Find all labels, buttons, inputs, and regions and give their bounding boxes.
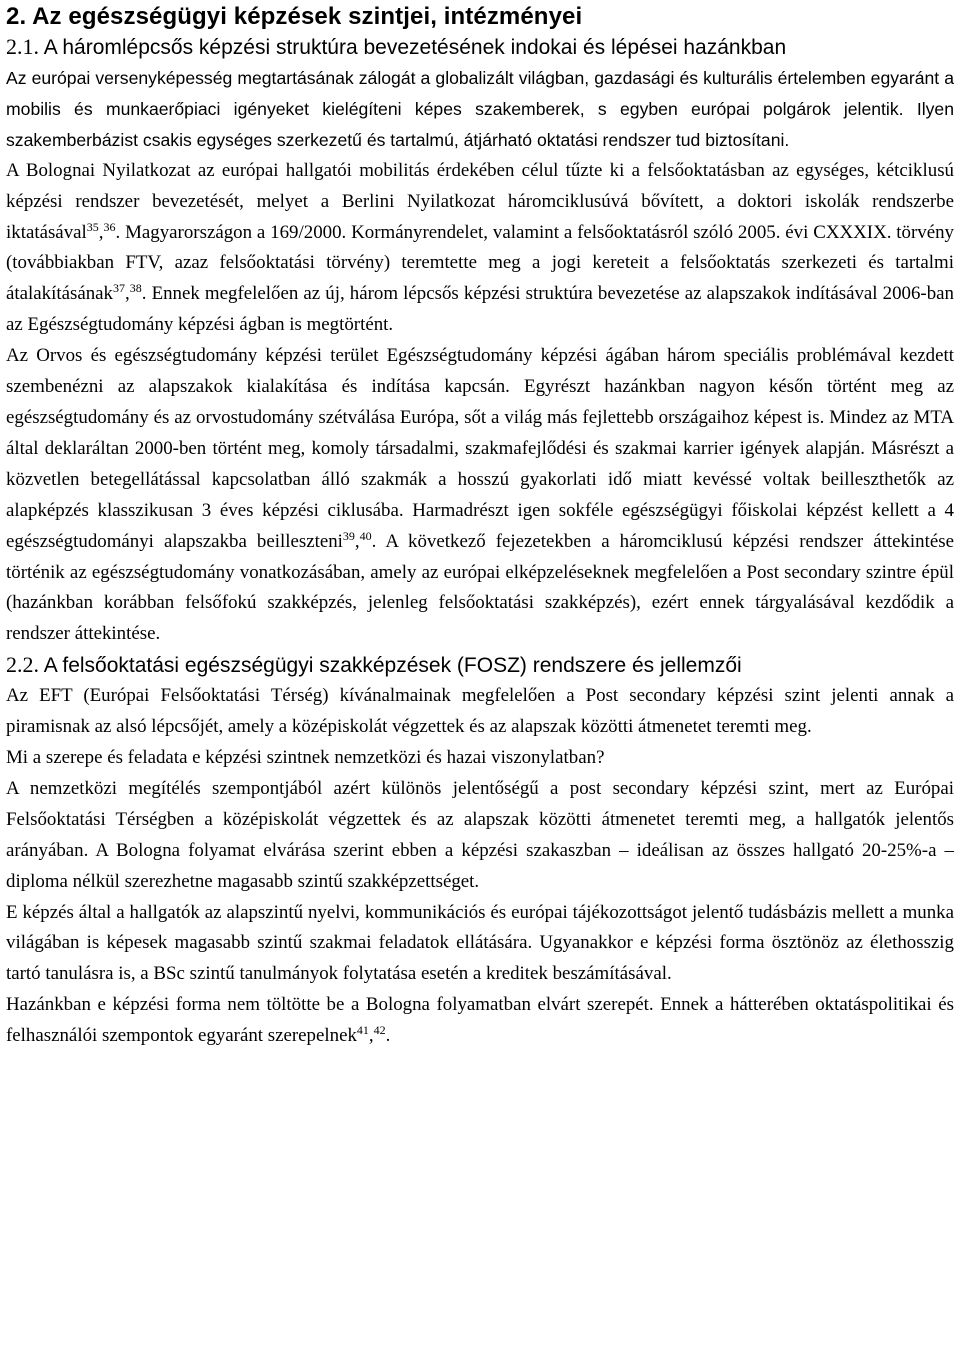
- paragraph-2-text-a: A Bolognai Nyilatkozat az európai hallgatói mobilitás érdekében célul tűzte ki a felsőoktatásban az egységes, kétciklusú képzési rendszer bevezetését, melyet a Berlini Nyilatkozat háromciklusúvá bővített, a doktori iskolák rendszerbe iktatásával: [6, 159, 954, 243]
- paragraph-8: [6, 990, 954, 1052]
- section-number: 2.2.: [6, 652, 39, 678]
- footnote-ref-35[interactable]: 35: [86, 219, 99, 234]
- footnote-ref-37[interactable]: 37: [113, 281, 125, 296]
- chapter-heading: 2. Az egészségügyi képzések szintjei, intézményei: [6, 3, 583, 30]
- paragraph-6: A nemzetközi megítélés szempontjából azért különös jelentőségű a post secondary képzési szint, mert az Európai Felsőoktatási Térségben a középiskolát végzettek és az alapszak közötti átmenetet teremti meg, a hallgatók jelentős arányában. A Bologna folyamat elvárása szerint ebben a képzési szakaszban – ideálisan az összes hallgató 20-25%-a – diploma nélkül szerezhetne magasabb szintű szakképzettséget.: [6, 777, 954, 892]
- footnote-separator: ,: [125, 283, 130, 305]
- paragraph-2: [6, 156, 954, 341]
- paragraph-3-text-b: . A következő fejezetekben a háromciklusú képzési rendszer áttekintése történik az egészségtudomány vonatkozásában, amely az európai elképzeléseknek megfelelően a Post secondary szintre épül (hazánkban korábban felsőfokú szakképzés, jelenleg felsőoktatási szakképzés), ezért ennek tárgyalásával kezdődik a rendszer áttekintése.: [6, 530, 954, 645]
- paragraph-3: [6, 341, 954, 650]
- paragraph-8-text-a: Hazánkban e képzési forma nem töltötte be a Bologna folyamatban elvárt szerepét. Ennek a hátterében oktatáspolitikai és felhasználói szempontok egyaránt szerepelnek: [6, 994, 954, 1047]
- paragraph-1: Az európai versenyképesség megtartásának zálogát a globalizált világban, gazdasági és kulturális értelemben egyaránt a mobilis és munkaerőpiaci igényeket kielégíteni képes szakemberek, s egyben európai polgárok jelentik. Ilyen szakemberbázist csakis egységes szerkezetű és tartalmú, átjárható oktatási rendszer tud biztosítani.: [6, 68, 954, 150]
- footnote-ref-36[interactable]: 36: [103, 219, 116, 234]
- paragraph-7: E képzés által a hallgatók az alapszintű nyelvi, kommunikációs és európai tájékozottságot jelentő tudásbázis mellett a munka világában is képesek magasabb szintű szakmai feladatok ellátására. Ugyanakkor e képzési forma ösztönöz az élethosszig tartó tanulásra is, a BSc szintű tanulmányok folytatása esetén a kreditek beszámításával.: [6, 901, 954, 985]
- footnote-separator: ,: [354, 530, 360, 552]
- footnote-ref-41[interactable]: 41: [356, 1023, 369, 1038]
- footnote-separator: ,: [98, 221, 104, 243]
- footnote-ref-38[interactable]: 38: [129, 281, 142, 296]
- paragraph-3-text-a: Az Orvos és egészségtudomány képzési terület Egészségtudomány képzési ágában három speciális problémával kezdett szembenézni az alapszakok kialakítása és indítása kapcsán. Egyrészt hazánkban nagyon későn történt meg az egészségtudomány és az orvostudomány szétválása Európa, sőt a világ más fejlettebb országaihoz képest is. Mindez az MTA által deklaráltan 2000-ben történt meg, komoly társadalmi, szakmafejlődési és szakmai karrier igények alapján. Másrészt a közvetlen betegellátással kapcsolatban álló szakmák a hosszú gyakorlati idő miatt kevéssé voltak beilleszthetők az alapképzés klasszikusan 3 éves képzési ciklusába. Harmadrészt igen sokféle egészségügyi főiskolai képzést kellett a 4 egészségtudományi alapszakba beilleszteni: [6, 345, 954, 552]
- section-heading-2-2: [6, 650, 954, 681]
- paragraph-8-text-b: .: [385, 1025, 391, 1047]
- paragraph-2-text-c: . Ennek megfelelően az új, három lépcsős képzési struktúra bevezetése az alapszakok indításával 2006-ban az Egészségtudomány képzési ágban is megtörtént.: [6, 283, 954, 336]
- footnote-ref-40[interactable]: 40: [359, 528, 372, 543]
- paragraph-4: Az EFT (Európai Felsőoktatási Térség) kívánalmainak megfelelően a Post secondary képzési szint jelenti annak a piramisnak az alsó lépcsőjét, amely a középiskolát végzettek és az alapszak közötti átmenetet teremti meg.: [6, 685, 954, 738]
- paragraph-2-text-b: . Magyarországon a 169/2000. Kormányrendelet, valamint a felsőoktatásról szóló 2005. évi CXXXIX. törvény (továbbiakban FTV, azaz felsőoktatási törvény) teremtette meg a jogi kereteit a felsőoktatás szerkezeti és tartalmi átalakításának: [6, 221, 954, 305]
- footnote-separator: ,: [368, 1025, 374, 1047]
- footnote-ref-39[interactable]: 39: [342, 528, 355, 543]
- paragraph-5: Mi a szerepe és feladata e képzési szintnek nemzetközi és hazai viszonylatban?: [6, 747, 605, 769]
- footnote-ref-42[interactable]: 42: [373, 1023, 386, 1038]
- section-title: A háromlépcsős képzési struktúra bevezetésének indokai és lépései hazánkban: [43, 36, 787, 59]
- section-heading-2-1: [6, 32, 954, 63]
- section-number: 2.1.: [6, 34, 39, 59]
- section-title: A felsőoktatási egészségügyi szakképzések (FOSZ) rendszere és jellemzői: [43, 654, 742, 678]
